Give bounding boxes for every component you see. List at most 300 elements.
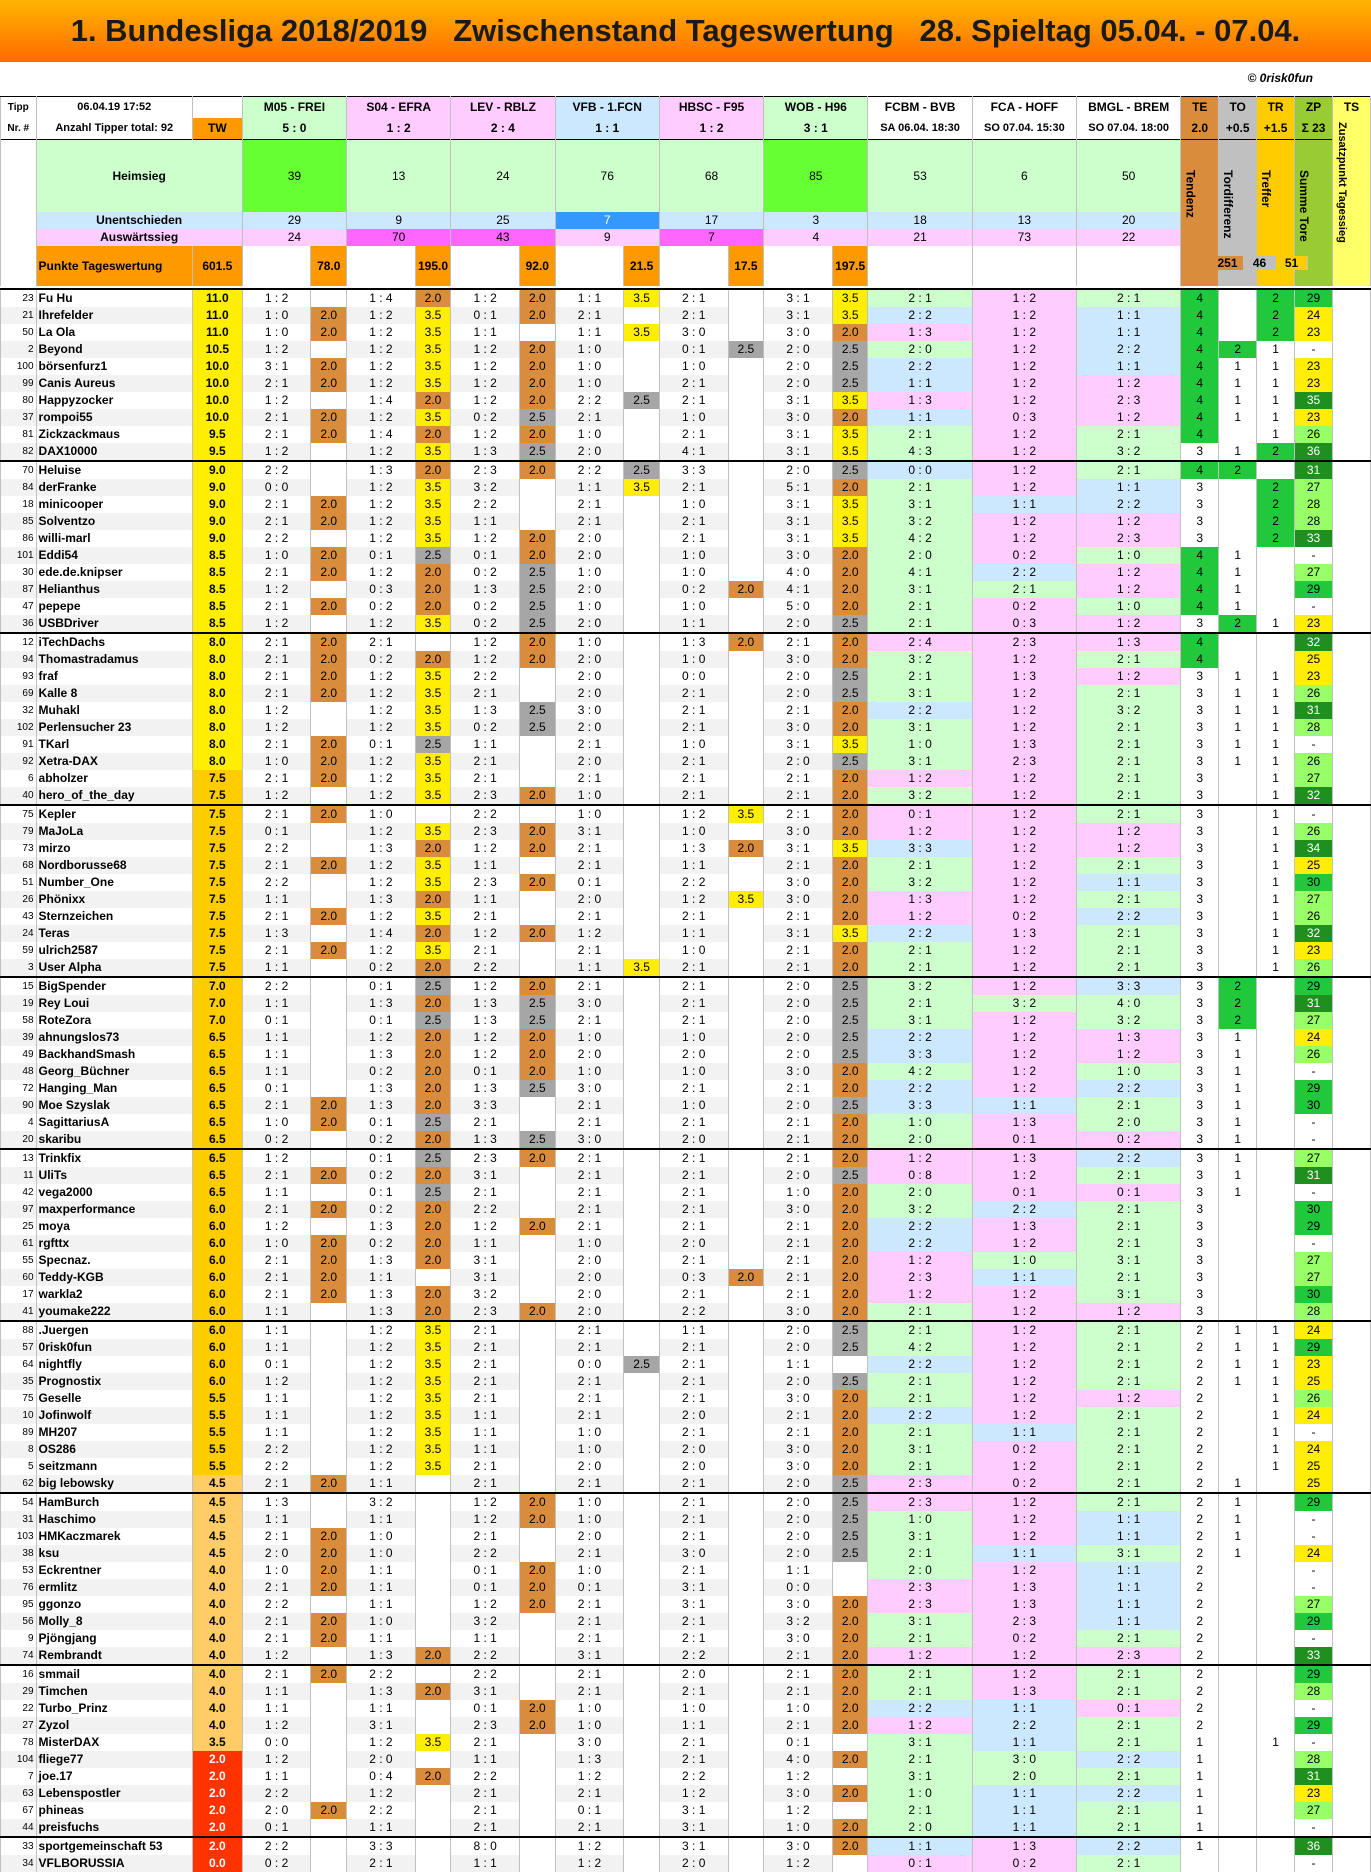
tip-score: 2 : 0	[659, 1131, 728, 1149]
table-row	[1, 1269, 1371, 1286]
tip-score: 4 : 0	[764, 564, 833, 581]
tip-points: 2.0	[311, 857, 347, 874]
tip-points: 3.5	[832, 443, 868, 461]
tip-score: 3 : 1	[1077, 1545, 1181, 1562]
tip-points: 2.0	[415, 651, 451, 668]
tip-score: 2 : 2	[242, 1596, 311, 1613]
tip-score: 0 : 2	[347, 1201, 416, 1218]
tip-points: 3.5	[415, 770, 451, 787]
tr-value: 1	[1257, 702, 1295, 719]
te-value: 3	[1181, 977, 1219, 995]
ts-value	[1332, 891, 1370, 908]
tip-points	[520, 1339, 556, 1356]
tip-score: 0 : 2	[242, 1131, 311, 1149]
tipper-nr: 13	[1, 1149, 37, 1167]
tipper-tw: 4.0	[192, 1596, 242, 1613]
tip-points: 2.5	[832, 685, 868, 702]
tip-points: 2.5	[832, 375, 868, 392]
ts-value	[1332, 375, 1370, 392]
to-value	[1219, 1252, 1257, 1269]
tendenz-totals	[1212, 256, 1308, 270]
tip-score: 1 : 1	[659, 1717, 728, 1734]
hu-blank-0	[1, 140, 37, 213]
tr-value	[1257, 1097, 1295, 1114]
copyright: © 0risk0fun	[1247, 71, 1313, 85]
tipper-nr: 53	[1, 1562, 37, 1579]
table-row	[1, 1785, 1371, 1802]
tip-points: 2.0	[415, 581, 451, 598]
tip-points: 2.0	[311, 1665, 347, 1683]
ts-value	[1332, 1458, 1370, 1475]
tip-score: 1 : 2	[972, 1029, 1076, 1046]
table-row	[1, 1012, 1371, 1029]
tip-points	[520, 1647, 556, 1665]
tip-points	[624, 1700, 660, 1717]
tip-points	[520, 1545, 556, 1562]
ts-value	[1332, 581, 1370, 598]
tr-value	[1257, 651, 1295, 668]
tip-score: 2 : 1	[1077, 1819, 1181, 1837]
te-value: 3	[1181, 874, 1219, 891]
tipper-tw: 6.0	[192, 1303, 242, 1321]
tip-score: 1 : 2	[972, 530, 1076, 547]
tip-score: 1 : 1	[659, 615, 728, 633]
tipper-tw: 9.0	[192, 461, 242, 479]
tip-score: 1 : 2	[451, 1046, 520, 1063]
zp-value: -	[1295, 805, 1333, 823]
table-row	[1, 1734, 1371, 1751]
tipper-tw: 2.0	[192, 1802, 242, 1819]
to-value: 2	[1219, 615, 1257, 633]
tip-score: 1 : 1	[242, 1029, 311, 1046]
tip-score: 2 : 1	[1077, 1441, 1181, 1458]
ts-value	[1332, 1511, 1370, 1528]
tip-score: 0 : 1	[972, 1184, 1076, 1201]
tip-points: 2.5	[832, 1029, 868, 1046]
tipper-name: Lebenspostler	[36, 1785, 192, 1802]
te-value: 3	[1181, 1184, 1219, 1201]
ts-value	[1332, 1837, 1370, 1855]
zp-value: 29	[1295, 581, 1333, 598]
hu-value: 17	[659, 212, 763, 229]
ts-value	[1332, 874, 1370, 891]
tr-value	[1257, 1630, 1295, 1647]
ts-value	[1332, 443, 1370, 461]
tip-points	[520, 1441, 556, 1458]
tip-score: 1 : 3	[451, 1080, 520, 1097]
tip-score: 1 : 3	[347, 1252, 416, 1269]
zp-value: -	[1295, 1700, 1333, 1717]
tip-score: 2 : 1	[868, 959, 972, 977]
table-row	[1, 1063, 1371, 1080]
tip-score: 1 : 0	[868, 1785, 972, 1802]
tip-score: 3 : 1	[242, 358, 311, 375]
tip-score: 0 : 1	[242, 1012, 311, 1029]
tip-score: 2 : 0	[555, 547, 624, 564]
tip-points	[311, 1390, 347, 1407]
zp-value: 27	[1295, 1012, 1333, 1029]
tip-points: 3.5	[832, 925, 868, 942]
tipper-tw: 11.0	[192, 324, 242, 341]
tip-points	[415, 1700, 451, 1717]
tip-points	[520, 1390, 556, 1407]
tip-score: 1 : 1	[242, 1321, 311, 1339]
match-result-0: 5 : 0	[242, 118, 346, 140]
tipper-tw: 7.5	[192, 857, 242, 874]
tipper-nr: 3	[1, 959, 37, 977]
tip-score: 1 : 0	[659, 1029, 728, 1046]
tip-score: 1 : 2	[451, 341, 520, 358]
tip-score: 1 : 0	[659, 736, 728, 753]
tipper-nr: 90	[1, 1097, 37, 1114]
tip-points	[832, 1802, 868, 1819]
tip-points	[520, 513, 556, 530]
tip-score: 2 : 0	[555, 1046, 624, 1063]
tip-score: 1 : 0	[868, 736, 972, 753]
tip-score: 1 : 3	[659, 840, 728, 857]
tip-points: 2.0	[728, 1269, 764, 1286]
te-value: 3	[1181, 1046, 1219, 1063]
tip-score: 2 : 1	[451, 1184, 520, 1201]
tip-points	[728, 1424, 764, 1441]
tipper-name: Rembrandt	[36, 1647, 192, 1665]
tip-points	[728, 668, 764, 685]
tip-score: 1 : 3	[242, 1493, 311, 1511]
tip-score: 2 : 1	[1077, 959, 1181, 977]
tip-points	[728, 392, 764, 409]
hu-label-1: Unentschieden	[36, 212, 242, 229]
tip-points	[415, 1562, 451, 1579]
tip-score: 2 : 1	[659, 1373, 728, 1390]
tip-score: 1 : 2	[242, 581, 311, 598]
ts-value	[1332, 324, 1370, 341]
zp-value: 30	[1295, 1097, 1333, 1114]
standings-table	[0, 96, 1371, 1872]
tip-points	[728, 1768, 764, 1785]
tipper-nr: 15	[1, 977, 37, 995]
table-row	[1, 1665, 1371, 1683]
zp-value: 29	[1295, 1080, 1333, 1097]
tip-points	[311, 1734, 347, 1751]
table-row	[1, 1286, 1371, 1303]
match-points-3: 21.5	[624, 246, 660, 286]
tip-score: 1 : 2	[972, 787, 1076, 805]
tip-points	[624, 409, 660, 426]
tip-score: 3 : 0	[764, 409, 833, 426]
tip-score: 1 : 1	[242, 1683, 311, 1700]
tip-points	[624, 1063, 660, 1080]
tip-points	[624, 736, 660, 753]
tip-points	[624, 1751, 660, 1768]
tip-score: 0 : 2	[347, 598, 416, 615]
tip-score: 1 : 2	[347, 564, 416, 581]
ts-value	[1332, 925, 1370, 942]
zp-value: 33	[1295, 1647, 1333, 1665]
tip-points	[624, 341, 660, 358]
tip-score: 1 : 2	[972, 375, 1076, 392]
tip-score: 1 : 0	[868, 1114, 972, 1131]
tip-score: 2 : 1	[1077, 289, 1181, 307]
tip-score: 2 : 1	[555, 1819, 624, 1837]
tip-score: 2 : 2	[451, 1647, 520, 1665]
ts-value	[1332, 1734, 1370, 1751]
tip-score: 2 : 0	[868, 1819, 972, 1837]
tip-points	[728, 1012, 764, 1029]
tip-points: 2.0	[311, 375, 347, 392]
tip-score: 2 : 1	[555, 736, 624, 753]
tipper-name: fliege77	[36, 1751, 192, 1768]
tip-score: 2 : 1	[1077, 891, 1181, 908]
tip-score: 1 : 1	[764, 1356, 833, 1373]
tip-score: 2 : 1	[555, 1167, 624, 1184]
tipper-nr: 54	[1, 1493, 37, 1511]
tip-score: 2 : 1	[659, 426, 728, 443]
tip-points	[728, 1528, 764, 1545]
tip-score: 1 : 0	[764, 1700, 833, 1717]
to-value: 2	[1219, 995, 1257, 1012]
tip-score: 1 : 0	[555, 1029, 624, 1046]
tipper-nr: 34	[1, 1855, 37, 1872]
tip-score: 1 : 0	[555, 1700, 624, 1717]
tip-points	[520, 1665, 556, 1683]
tip-score: 1 : 2	[347, 1407, 416, 1424]
tipper-tw: 7.5	[192, 908, 242, 925]
tip-score: 1 : 2	[347, 513, 416, 530]
tip-score: 2 : 0	[555, 443, 624, 461]
tip-points: 2.0	[520, 547, 556, 564]
tip-score: 2 : 2	[555, 461, 624, 479]
tip-points: 2.0	[520, 840, 556, 857]
tip-score: 3 : 1	[659, 1837, 728, 1855]
tipper-nr: 59	[1, 942, 37, 959]
match-points-4: 17.5	[728, 246, 764, 286]
tip-score: 2 : 1	[451, 1339, 520, 1356]
tip-score: 2 : 2	[1077, 1080, 1181, 1097]
tip-score: 1 : 2	[242, 1373, 311, 1390]
tr-value: 1	[1257, 1390, 1295, 1407]
tip-points	[728, 753, 764, 770]
tip-score: 3 : 0	[555, 995, 624, 1012]
tip-points: 2.5	[832, 341, 868, 358]
tipper-tw: 7.5	[192, 823, 242, 840]
tip-score: 1 : 0	[242, 307, 311, 324]
tip-points	[728, 1339, 764, 1356]
tip-points: 2.0	[311, 307, 347, 324]
ts-value	[1332, 479, 1370, 496]
tip-points	[311, 1493, 347, 1511]
ts-value	[1332, 1012, 1370, 1029]
tip-score: 1 : 2	[972, 1528, 1076, 1545]
tip-score: 1 : 1	[555, 959, 624, 977]
tipper-name: USBDriver	[36, 615, 192, 633]
tip-points	[728, 615, 764, 633]
table-row	[1, 633, 1371, 651]
tip-points	[415, 1493, 451, 1511]
tip-score: 2 : 0	[659, 1441, 728, 1458]
tip-score: 2 : 1	[242, 1252, 311, 1269]
table-row	[1, 959, 1371, 977]
tip-points	[311, 1303, 347, 1321]
match-result-8: SO 07.04. 18:00	[1077, 118, 1181, 140]
tipper-tw: 4.5	[192, 1545, 242, 1562]
tip-points	[311, 1321, 347, 1339]
tip-score: 2 : 3	[451, 1717, 520, 1734]
tip-score: 2 : 1	[659, 1630, 728, 1647]
tip-score: 1 : 0	[555, 358, 624, 375]
tipper-tw: 7.5	[192, 891, 242, 908]
to-value	[1219, 787, 1257, 805]
tr-value	[1257, 598, 1295, 615]
tip-score: 2 : 2	[868, 1700, 972, 1717]
table-row	[1, 392, 1371, 409]
tip-score: 3 : 1	[764, 513, 833, 530]
te-value: 4	[1181, 324, 1219, 341]
tip-points	[520, 1613, 556, 1630]
tipper-tw: 8.0	[192, 719, 242, 736]
tipper-nr: 93	[1, 668, 37, 685]
table-row	[1, 908, 1371, 925]
tip-points: 2.0	[415, 392, 451, 409]
tip-points: 2.0	[520, 1717, 556, 1734]
tip-points	[520, 1819, 556, 1837]
tip-points	[624, 1837, 660, 1855]
te-label: TE	[1181, 97, 1219, 119]
tipper-tw: 7.5	[192, 925, 242, 942]
tr-value	[1257, 1114, 1295, 1131]
tipper-name: willi-marl	[36, 530, 192, 547]
tipper-tw: 9.0	[192, 479, 242, 496]
tipper-tw: 4.0	[192, 1562, 242, 1579]
match-name-6: FCBM - BVB	[868, 97, 972, 119]
ts-value	[1332, 1390, 1370, 1407]
tip-score: 2 : 1	[451, 1802, 520, 1819]
tip-points	[624, 1855, 660, 1872]
tip-points	[520, 1630, 556, 1647]
tip-score: 1 : 2	[972, 426, 1076, 443]
zp-value: 27	[1295, 770, 1333, 787]
tip-points	[624, 753, 660, 770]
tip-score: 1 : 2	[347, 1785, 416, 1802]
ts-value	[1332, 651, 1370, 668]
te-value: 3	[1181, 1080, 1219, 1097]
tr-value: 1	[1257, 1339, 1295, 1356]
tip-points	[728, 1167, 764, 1184]
tip-score: 2 : 1	[659, 289, 728, 307]
table-header	[1, 97, 1371, 290]
tip-score: 1 : 2	[347, 341, 416, 358]
tip-score: 4 : 1	[764, 581, 833, 598]
tip-score: 2 : 2	[242, 1837, 311, 1855]
tip-points: 2.0	[520, 1493, 556, 1511]
tip-points: 2.0	[311, 668, 347, 685]
tip-points	[728, 787, 764, 805]
tipper-tw: 2.0	[192, 1785, 242, 1802]
pkt-blank	[1, 246, 37, 286]
te-value: 4	[1181, 633, 1219, 651]
punkte-total: 601.5	[192, 246, 242, 286]
tipper-tw: 6.0	[192, 1356, 242, 1373]
tip-score: 2 : 1	[451, 1390, 520, 1407]
tip-points	[624, 1269, 660, 1286]
tip-score: 0 : 1	[1077, 1700, 1181, 1717]
tip-score: 3 : 0	[764, 1063, 833, 1080]
pkt-blank-5	[764, 246, 833, 286]
to-value: 1	[1219, 1080, 1257, 1097]
hu-value: 70	[347, 229, 451, 246]
tipper-name: ggonzo	[36, 1596, 192, 1613]
tip-points: 2.0	[832, 1390, 868, 1407]
tip-score: 2 : 1	[659, 753, 728, 770]
zp-value: 27	[1295, 564, 1333, 581]
tip-score: 3 : 1	[659, 1596, 728, 1613]
tip-score: 2 : 1	[1077, 1665, 1181, 1683]
anzahl-value: 92	[160, 122, 174, 134]
tr-value: 2	[1257, 479, 1295, 496]
tip-score: 1 : 2	[972, 823, 1076, 840]
tip-points	[624, 1012, 660, 1029]
tip-score: 2 : 1	[868, 426, 972, 443]
table-row	[1, 598, 1371, 615]
table-row	[1, 479, 1371, 496]
tip-points	[520, 1734, 556, 1751]
tip-score: 1 : 1	[242, 1390, 311, 1407]
tip-points	[728, 874, 764, 891]
tip-points: 2.0	[311, 426, 347, 443]
tip-score: 1 : 2	[972, 1647, 1076, 1665]
tipper-nr: 86	[1, 530, 37, 547]
te-value: 3	[1181, 1252, 1219, 1269]
tip-points: 2.0	[415, 1683, 451, 1700]
tip-points	[728, 719, 764, 736]
tip-points: 3.5	[832, 840, 868, 857]
tip-points: 2.0	[832, 547, 868, 564]
tr-value: 1	[1257, 1321, 1295, 1339]
tip-score: 2 : 1	[972, 581, 1076, 598]
tip-score: 2 : 3	[1077, 1647, 1181, 1665]
table-row	[1, 1046, 1371, 1063]
tipper-tw: 10.0	[192, 409, 242, 426]
to-value	[1219, 1579, 1257, 1596]
tip-points	[624, 1149, 660, 1167]
tip-score: 2 : 1	[242, 805, 311, 823]
tip-score: 2 : 0	[868, 1131, 972, 1149]
tip-points	[520, 1424, 556, 1441]
tip-points: 2.0	[415, 1131, 451, 1149]
tip-score: 2 : 1	[451, 1475, 520, 1493]
tip-score: 2 : 1	[659, 1751, 728, 1768]
tip-score: 2 : 1	[764, 1149, 833, 1167]
table-row	[1, 925, 1371, 942]
tip-points: 2.0	[311, 1562, 347, 1579]
tr-value	[1257, 1046, 1295, 1063]
tipper-name: Nordborusse68	[36, 857, 192, 874]
tip-points	[520, 1114, 556, 1131]
zp-value: -	[1295, 1819, 1333, 1837]
tip-points	[728, 977, 764, 995]
tip-points	[311, 479, 347, 496]
tip-score: 1 : 3	[451, 443, 520, 461]
tr-value	[1257, 1785, 1295, 1802]
to-value	[1219, 891, 1257, 908]
match-name-0: M05 - FREI	[242, 97, 346, 119]
tip-points: 2.0	[832, 598, 868, 615]
to-value: 1	[1219, 598, 1257, 615]
zp-value: -	[1295, 598, 1333, 615]
tip-points: 2.0	[311, 1167, 347, 1184]
tip-points: 2.0	[520, 307, 556, 324]
tip-score: 1 : 1	[451, 891, 520, 908]
tip-score: 1 : 2	[242, 1751, 311, 1768]
